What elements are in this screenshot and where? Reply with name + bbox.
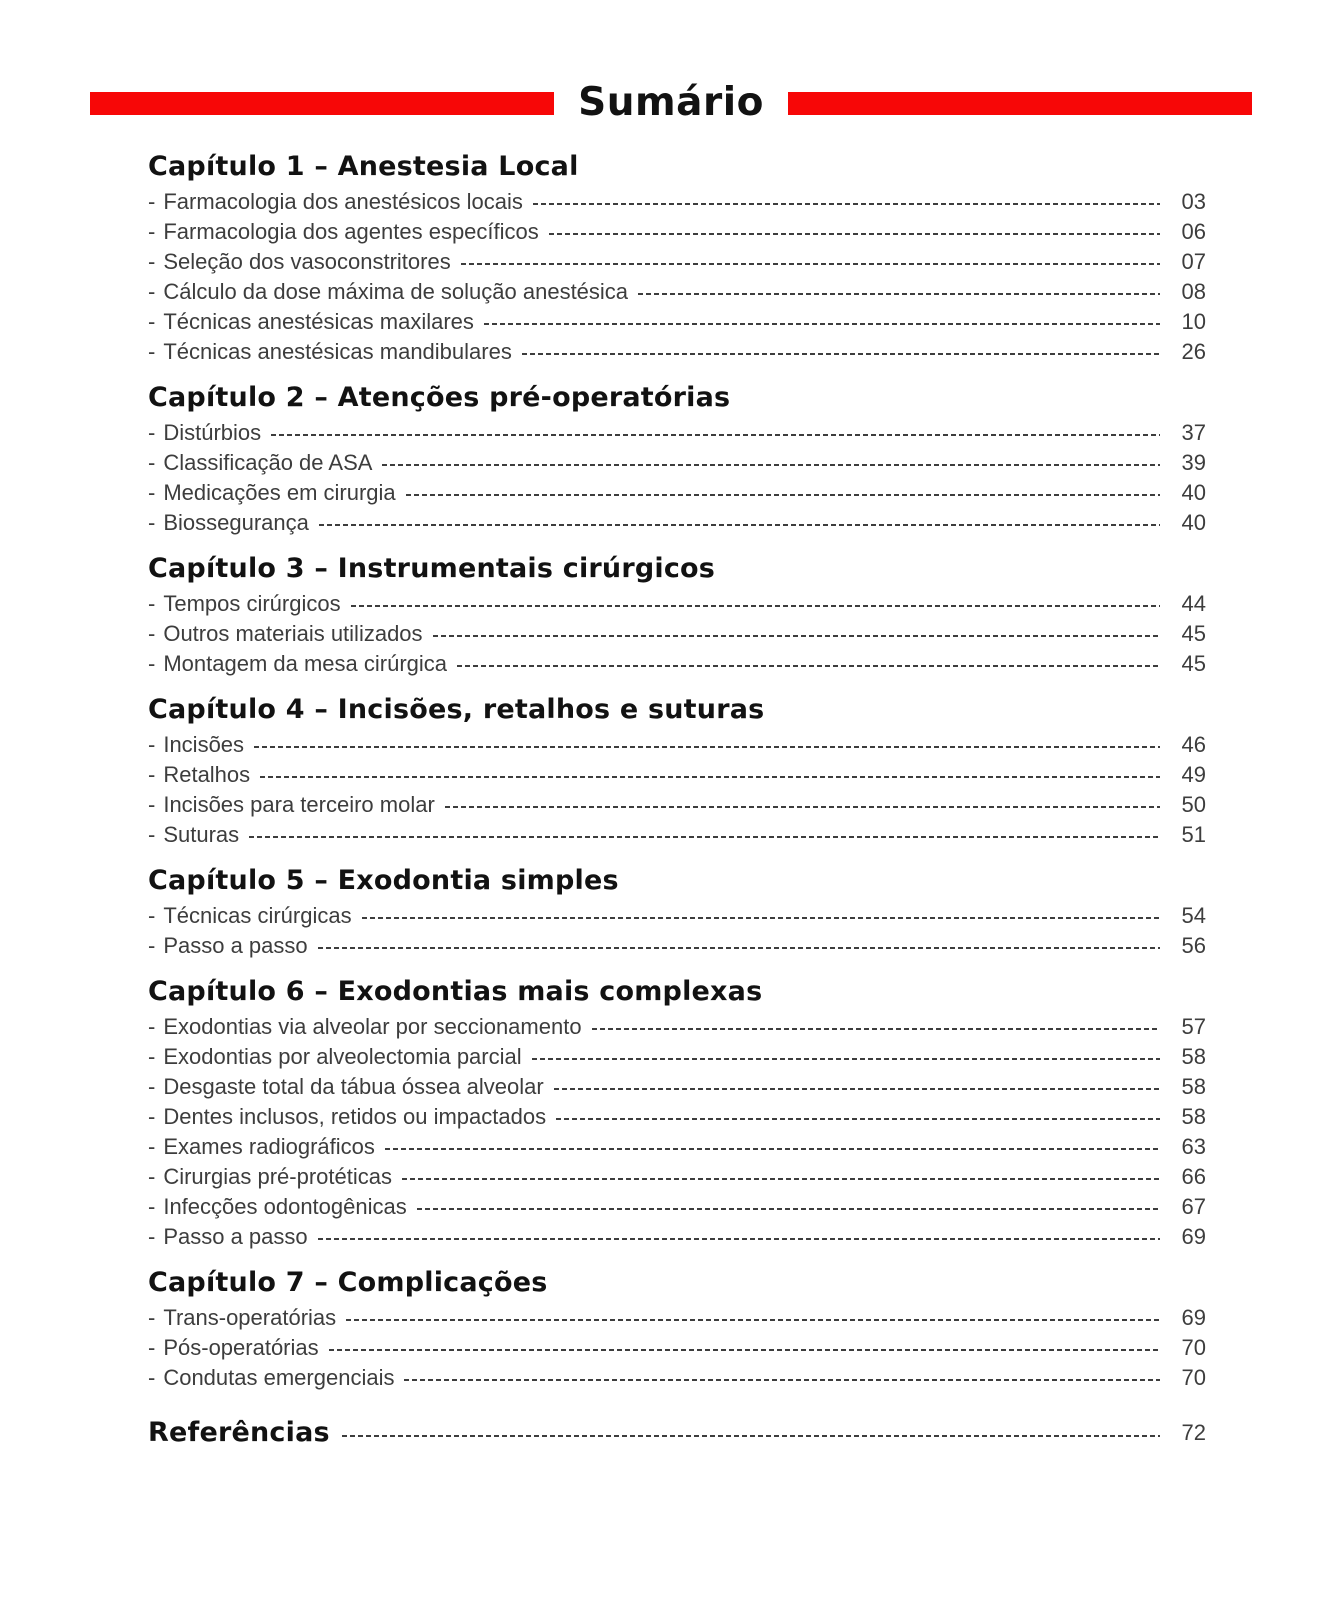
chapter-heading: Capítulo 6 – Exodontias mais complexas xyxy=(148,976,763,1007)
item-bullet: - xyxy=(148,1134,156,1159)
dotted-leader xyxy=(522,353,1160,355)
toc-item xyxy=(148,1192,1206,1222)
item-label: Trans-operatórias xyxy=(163,1305,337,1330)
toc-item xyxy=(148,901,1206,931)
item-label: Dentes inclusos, retidos ou impactados xyxy=(163,1104,547,1129)
item-label: Infecções odontogênicas xyxy=(163,1194,407,1219)
item-bullet: - xyxy=(148,1194,156,1219)
chapter-heading: Capítulo 3 – Instrumentais cirúrgicos xyxy=(148,553,716,584)
toc-item xyxy=(148,307,1206,337)
page-number: 72 xyxy=(1181,1420,1206,1445)
item-bullet: - xyxy=(148,903,156,928)
page-number: 44 xyxy=(1181,591,1206,616)
page-number: 58 xyxy=(1181,1104,1206,1129)
item-bullet: - xyxy=(148,1014,156,1039)
item-label: Medicações em cirurgia xyxy=(163,480,396,505)
toc-item xyxy=(148,418,1206,448)
page-number: 54 xyxy=(1181,903,1206,928)
page-number: 08 xyxy=(1181,279,1206,304)
item-label: Exodontias por alveolectomia parcial xyxy=(163,1044,522,1069)
item-label: Tempos cirúrgicos xyxy=(163,591,341,616)
item-label: Passo a passo xyxy=(163,933,308,958)
item-bullet: - xyxy=(148,651,156,676)
item-bullet: - xyxy=(148,249,156,274)
item-bullet: - xyxy=(148,591,156,616)
item-bullet: - xyxy=(148,420,156,445)
page-number: 58 xyxy=(1181,1074,1206,1099)
dotted-leader xyxy=(457,665,1160,667)
page-number: 03 xyxy=(1181,189,1206,214)
page-number: 56 xyxy=(1181,933,1206,958)
chapter-heading: Capítulo 5 – Exodontia simples xyxy=(148,865,619,896)
chapter-heading: Capítulo 7 – Complicações xyxy=(148,1267,548,1298)
item-label: Exames radiográficos xyxy=(163,1134,375,1159)
dotted-leader xyxy=(318,947,1160,949)
toc-item xyxy=(148,1072,1206,1102)
document-page xyxy=(0,80,1344,1604)
dotted-leader xyxy=(445,806,1160,808)
page-number: 58 xyxy=(1181,1044,1206,1069)
item-bullet: - xyxy=(148,309,156,334)
page-number: 45 xyxy=(1181,651,1206,676)
toc-item xyxy=(148,730,1206,760)
page-number: 26 xyxy=(1181,339,1206,364)
item-label: Montagem da mesa cirúrgica xyxy=(163,651,448,676)
page-number: 10 xyxy=(1181,309,1206,334)
item-label: Farmacologia dos agentes específicos xyxy=(163,219,539,244)
toc-item xyxy=(148,1222,1206,1252)
chapter-heading: Capítulo 1 – Anestesia Local xyxy=(148,151,579,182)
item-bullet: - xyxy=(148,219,156,244)
toc-item xyxy=(148,277,1206,307)
dotted-leader xyxy=(318,1238,1160,1240)
page-number: 67 xyxy=(1181,1194,1206,1219)
item-bullet: - xyxy=(148,480,156,505)
toc-item xyxy=(148,1333,1206,1363)
toc-item xyxy=(148,1012,1206,1042)
item-bullet: - xyxy=(148,339,156,364)
dotted-leader xyxy=(484,323,1160,325)
item-bullet: - xyxy=(148,1224,156,1249)
toc-item xyxy=(148,820,1206,850)
toc-item xyxy=(148,790,1206,820)
toc-section xyxy=(148,975,1206,1252)
dotted-leader xyxy=(346,1319,1160,1321)
item-bullet: - xyxy=(148,822,156,847)
item-bullet: - xyxy=(148,1335,156,1360)
page-number: 45 xyxy=(1181,621,1206,646)
toc-section xyxy=(148,864,1206,961)
toc-section xyxy=(148,150,1206,367)
dotted-leader xyxy=(382,464,1160,466)
toc-item xyxy=(148,1102,1206,1132)
item-label: Técnicas cirúrgicas xyxy=(163,903,352,928)
page-number: 40 xyxy=(1181,480,1206,505)
toc-item xyxy=(148,1303,1206,1333)
dotted-leader xyxy=(549,233,1160,235)
page-number: 40 xyxy=(1181,510,1206,535)
item-label: Distúrbios xyxy=(163,420,262,445)
item-bullet: - xyxy=(148,792,156,817)
item-label: Seleção dos vasoconstritores xyxy=(163,249,451,274)
toc-item xyxy=(148,508,1206,538)
item-label: Biossegurança xyxy=(163,510,309,535)
toc-item xyxy=(148,478,1206,508)
toc-item xyxy=(148,931,1206,961)
dotted-leader xyxy=(532,1058,1160,1060)
page-number: 70 xyxy=(1181,1365,1206,1390)
toc-item xyxy=(148,589,1206,619)
item-bullet: - xyxy=(148,762,156,787)
dotted-leader xyxy=(385,1148,1160,1150)
page-number: 51 xyxy=(1181,822,1206,847)
dotted-leader xyxy=(554,1088,1160,1090)
summary-header xyxy=(90,80,1252,126)
item-bullet: - xyxy=(148,1164,156,1189)
item-label: Exodontias via alveolar por seccionamento xyxy=(163,1014,582,1039)
item-bullet: - xyxy=(148,510,156,535)
item-bullet: - xyxy=(148,732,156,757)
item-bullet: - xyxy=(148,1044,156,1069)
toc-item xyxy=(148,760,1206,790)
dotted-leader xyxy=(271,434,1160,436)
page-number: 70 xyxy=(1181,1335,1206,1360)
item-label: Desgaste total da tábua óssea alveolar xyxy=(163,1074,544,1099)
toc-item xyxy=(148,247,1206,277)
dotted-leader xyxy=(592,1028,1160,1030)
dotted-leader xyxy=(260,776,1160,778)
page-number: 69 xyxy=(1181,1224,1206,1249)
dotted-leader xyxy=(433,635,1160,637)
toc-item xyxy=(148,1162,1206,1192)
page-number: 49 xyxy=(1181,762,1206,787)
toc-section xyxy=(148,693,1206,850)
item-bullet: - xyxy=(148,621,156,646)
page-number: 63 xyxy=(1181,1134,1206,1159)
page-number: 39 xyxy=(1181,450,1206,475)
dotted-leader xyxy=(533,203,1160,205)
references-heading: Referências xyxy=(148,1417,330,1448)
chapter-heading: Capítulo 2 – Atenções pré-operatórias xyxy=(148,382,731,413)
dotted-leader xyxy=(254,746,1160,748)
dotted-leader xyxy=(342,1435,1160,1437)
item-bullet: - xyxy=(148,1305,156,1330)
item-label: Cirurgias pré-protéticas xyxy=(163,1164,392,1189)
dotted-leader xyxy=(404,1379,1160,1381)
page-number: 06 xyxy=(1181,219,1206,244)
page-title: Sumário xyxy=(578,80,764,125)
item-bullet: - xyxy=(148,933,156,958)
toc-item xyxy=(148,649,1206,679)
dotted-leader xyxy=(402,1178,1160,1180)
item-label: Incisões para terceiro molar xyxy=(163,792,435,817)
chapter-heading: Capítulo 4 – Incisões, retalhos e suturas xyxy=(148,694,765,725)
item-label: Suturas xyxy=(163,822,240,847)
item-bullet: - xyxy=(148,1365,156,1390)
page-number: 07 xyxy=(1181,249,1206,274)
red-rule-left xyxy=(90,92,554,115)
item-label: Passo a passo xyxy=(163,1224,308,1249)
toc-item xyxy=(148,187,1206,217)
page-number: 66 xyxy=(1181,1164,1206,1189)
toc-item xyxy=(148,1042,1206,1072)
toc-item xyxy=(148,619,1206,649)
dotted-leader xyxy=(329,1349,1160,1351)
item-bullet: - xyxy=(148,1074,156,1099)
page-number: 50 xyxy=(1181,792,1206,817)
dotted-leader xyxy=(362,917,1160,919)
toc-section xyxy=(148,552,1206,679)
item-bullet: - xyxy=(148,450,156,475)
item-label: Incisões xyxy=(163,732,245,757)
item-label: Técnicas anestésicas mandibulares xyxy=(163,339,512,364)
dotted-leader xyxy=(461,263,1160,265)
dotted-leader xyxy=(249,836,1160,838)
toc-item xyxy=(148,448,1206,478)
item-bullet: - xyxy=(148,189,156,214)
item-label: Retalhos xyxy=(163,762,251,787)
item-label: Condutas emergenciais xyxy=(163,1365,395,1390)
page-number: 69 xyxy=(1181,1305,1206,1330)
page-number: 37 xyxy=(1181,420,1206,445)
dotted-leader xyxy=(638,293,1160,295)
references-entry xyxy=(148,1415,1206,1451)
dotted-leader xyxy=(406,494,1160,496)
toc-section xyxy=(148,381,1206,538)
page-number: 46 xyxy=(1181,732,1206,757)
toc-item xyxy=(148,1132,1206,1162)
dotted-leader xyxy=(556,1118,1160,1120)
toc-item xyxy=(148,1363,1206,1393)
item-label: Outros materiais utilizados xyxy=(163,621,423,646)
item-label: Técnicas anestésicas maxilares xyxy=(163,309,474,334)
item-label: Pós-operatórias xyxy=(163,1335,319,1360)
page-number: 57 xyxy=(1181,1014,1206,1039)
toc-item xyxy=(148,337,1206,367)
toc-section xyxy=(148,1266,1206,1393)
dotted-leader xyxy=(417,1208,1160,1210)
item-label: Farmacologia dos anestésicos locais xyxy=(163,189,523,214)
table-of-contents xyxy=(148,150,1206,1451)
dotted-leader xyxy=(351,605,1160,607)
item-bullet: - xyxy=(148,1104,156,1129)
dotted-leader xyxy=(319,524,1160,526)
item-bullet: - xyxy=(148,279,156,304)
item-label: Cálculo da dose máxima de solução anestésica xyxy=(163,279,629,304)
toc-item xyxy=(148,217,1206,247)
item-label: Classificação de ASA xyxy=(163,450,373,475)
red-rule-right xyxy=(788,92,1252,115)
